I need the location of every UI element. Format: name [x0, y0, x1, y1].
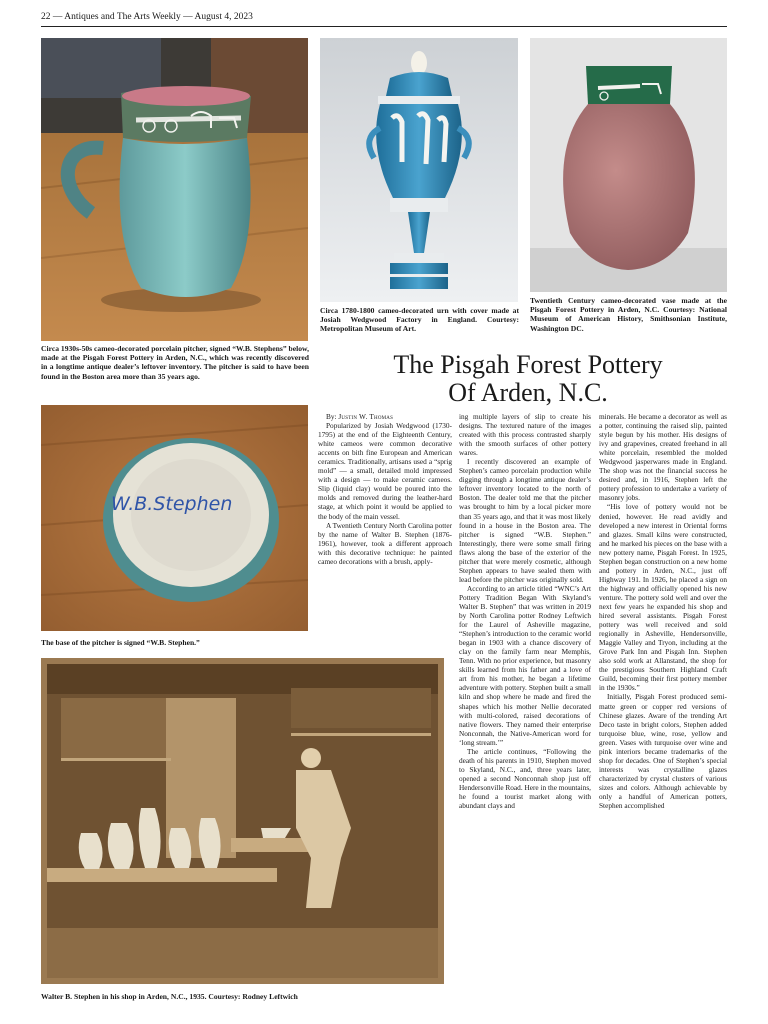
paragraph: A Twentieth Century North Carolina potter by the name of Walter B. Stephen (1876-1961), however, took a different approach with this decorative technique: he painted cameo decorations with a brush, apply- — [318, 520, 452, 566]
shop-photo — [41, 658, 444, 984]
paragraph: “His love of pottery would not be denied, however. He read avidly and developed a new interest in Oriental forms and glazes. Small kilns were constructed, and he marked his pieces on the base with a new pottery name, Pisgah Forest. In 1925, Stephen began construction on a new home and pottery in Arden, N.C., just off Highway 191. In 1926, he placed a sign on the highway and officially opened his new venture. The pottery sold well and over the next few years he expanded his shop and hired several assistants. Pisgah Forest pottery was well received and sold regionally in Asheville, Hendersonville, Maggie Valley and Tryon, including at the Grove Park Inn and Pisgah Inn. Stephen also sold work at Allanstand, the shop for the prestigious Southern Highland Craft Guild, becoming their first pottery member in the 1930s.” — [599, 502, 727, 693]
paragraph: I recently discovered an example of Stephen’s cameo porcelain production while digging through a longtime antique dealer’s leftover inventory located to the north of Boston. The dealer told me that the pitcher was brought to him by a local picker more than 35 years ago, and that it was most likely found in a house in the Boston area. The pitcher is signed “W.B. Stephen.” Interestingly, there were some small firing flaws along the base of the exterior of the pitcher that were merely cosmetic, although Stephen appears to have sealed them with lead before the pitcher was originally sold. — [459, 457, 591, 584]
shop-caption: Walter B. Stephen in his shop in Arden, N.C., 1935. Courtesy: Rodney Leftwich — [41, 992, 298, 1001]
paragraph: The article continues, “Following the death of his parents in 1910, Stephen moved to Skyland, N.C., and, three years later, opened a second Nonconnah shop just off Hendersonville Road. Here in the mountains, he found a tourist market along with abundant clays and — [459, 746, 591, 811]
vase-caption: Twentieth Century cameo-decorated vase made at the Pisgah Forest Pottery in Arden, N.C. Courtesy: National Museum of American History, Smithsonian Institute, Washington DC. — [530, 296, 727, 333]
byline: By: Justin W. Thomas — [326, 412, 394, 421]
base-signature: W.B.Stephen — [111, 493, 233, 515]
pitcher-photo — [41, 38, 308, 341]
title-line-1: The Pisgah Forest Pottery — [393, 350, 663, 379]
article-column-3 — [599, 412, 727, 810]
paragraph: Initially, Pisgah Forest produced semi-matte green or copper red versions of Chinese glazes. Aware of the trending Art Deco taste in bright colors, Stephen added turquoise blue, wine, rose, yellow and green. Vases with turquoise over wine and pink interiors became trademarks of the shop for decades. One of Stephen’s special interests was crystalline glazes characterized by crystal clusters of various sizes and colors. Although achievable by only a handful of American potters, Stephen accomplished — [599, 692, 727, 811]
paragraph: ing multiple layers of slip to create his designs. The textured nature of the images created with this process contrasted sharply with the smooth surfaces of other pottery wares. — [459, 412, 591, 458]
article-column-1 — [318, 412, 452, 566]
title-line-2: Of Arden, N.C. — [448, 378, 608, 407]
pitcher-base-photo — [41, 405, 308, 631]
urn-caption: Circa 1780-1800 cameo-decorated urn with cover made at Josiah Wedgwood Factory in England. Courtesy: Metropolitan Museum of Art. — [320, 306, 519, 334]
article-column-2 — [459, 412, 591, 810]
urn-photo — [320, 38, 518, 302]
paragraph: Popularized by Josiah Wedgwood (1730-1795) at the end of the Eighteenth Century, white cameos were common decorative accents on bith fine European and American ceramics. Traditionally, artisans used a “sprig mold” — a small, detailed mold impressed with a design — to make ceramic cameos. Slip (liquid clay) would be poured into the molds and removed during the leather-hard stage, at which point it would be applied to the body of the main vessel. — [318, 421, 452, 521]
paragraph: minerals. He became a decorator as well as a potter, continuing the raised slip, painted style begun by his mother. His designs of ivy and grapevines, created freehand in all white porcelain, resembled the molded Wedgwood jasperwares made in England. The shop was not the financial success he desired and, in 1916, Stephen left the pottery profession to undertake a variety of masonry jobs. — [599, 412, 727, 503]
page-header: 22 — Antiques and The Arts Weekly — August 4, 2023 — [41, 12, 727, 27]
paragraph: According to an article titled “WNC’s Art Pottery Tradition Began With Skyland’s Walter B. Stephen” that was written in 2019 by North Carolina potter Rodney Leftwich for the Laurel of Asheville magazine, “Stephen’s introduction to the ceramic world began in 1903 with a chance discovery of clay on the family farm near Memphis, Tenn. With no prior experience, but masonry skills learned from his father and a love of art from his mother, he began a lifetime adventure with pottery. Stephen built a small kiln and shop where he made and fired the shapes which his mother Nellie decorated with multi-colored, raised decorations of native flowers. They named their enterprise Nonconnah, the Native-American word for ‘long stream.’” — [459, 583, 591, 747]
vase-photo — [530, 38, 727, 292]
pitcher-caption: Circa 1930s-50s cameo-decorated porcelain pitcher, signed “W.B. Stephens” below, made at the Pisgah Forest Pottery in Arden, N.C., which was recently discovered in a longtime antique dealer’s leftover inventory. The pitcher is said to have been found in the Boston area more than 35 years ago. — [41, 344, 309, 381]
base-caption: The base of the pitcher is signed “W.B. Stephen.” — [41, 638, 200, 647]
article-title — [334, 351, 722, 407]
